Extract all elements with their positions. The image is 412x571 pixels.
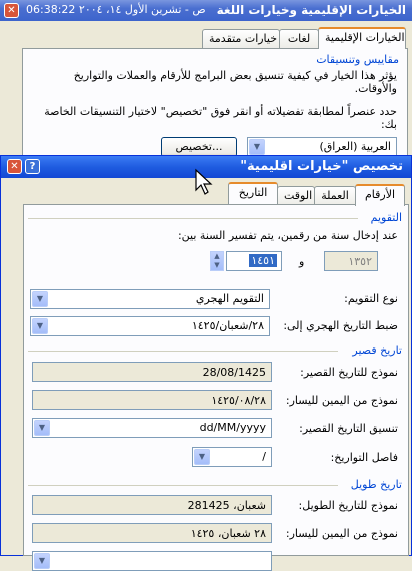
- tab-regional-options[interactable]: الخيارات الإقليمية: [318, 27, 406, 49]
- tab-currency[interactable]: العملة: [314, 186, 356, 206]
- long-date-rtl-field: [32, 523, 272, 543]
- calendar-type-label: نوع التقويم:: [344, 292, 398, 305]
- bg-window-titlebar: [0, 0, 412, 21]
- short-date-format-select[interactable]: [32, 418, 272, 438]
- long-date-rtl-value: ٢٨ شعبان، ١٤٢٥: [190, 527, 266, 540]
- chevron-down-icon[interactable]: ▼: [32, 291, 48, 307]
- date-tab-panel: [23, 204, 409, 565]
- two-digit-year-prompt: عند إدخال سنة من رقمين، يتم تفسير السنة بين:: [177, 229, 398, 242]
- year-from-value: ١٣٥٢: [348, 255, 372, 268]
- date-separator-select[interactable]: [192, 447, 272, 467]
- close-icon[interactable]: ✕: [7, 159, 22, 174]
- customize-button[interactable]: تخصيص...: [161, 137, 237, 157]
- long-date-sample-value: 28شعبان، 1425: [187, 499, 266, 512]
- year-to-value: ١٤٥١: [251, 254, 275, 267]
- year-to-input[interactable]: [226, 251, 282, 271]
- help-icon[interactable]: ?: [25, 159, 40, 174]
- long-date-group-line: [28, 485, 338, 486]
- short-date-format-label: تنسيق التاريخ القصير:: [299, 422, 398, 435]
- year-from-field: [324, 251, 378, 271]
- mouse-pointer-icon: [194, 168, 214, 196]
- date-separator-label: فاصل التواريخ:: [330, 451, 398, 464]
- chevron-down-icon[interactable]: ▼: [194, 449, 210, 465]
- short-date-rtl-value: ١٤٢٥/٠٨/٢٨: [211, 394, 266, 407]
- bg-tab-panel: [22, 48, 408, 168]
- tab-time[interactable]: الوقت: [277, 186, 315, 206]
- long-date-format-select[interactable]: [32, 551, 272, 571]
- bg-group-title: مقاييس وتنسيقات: [316, 53, 399, 66]
- tab-numbers[interactable]: الأرقام: [355, 184, 405, 206]
- chevron-down-icon[interactable]: ▼: [32, 318, 48, 334]
- chevron-down-icon[interactable]: ▼: [34, 420, 50, 436]
- hijri-adjust-select[interactable]: [30, 316, 270, 336]
- short-date-rtl-field: [32, 390, 272, 410]
- tab-advanced[interactable]: خيارات متقدمة: [202, 29, 280, 49]
- short-date-rtl-label: نموذج من اليمين لليسار:: [285, 394, 398, 407]
- customize-dialog: [0, 155, 412, 565]
- long-date-sample-label: نموذج للتاريخ الطويل:: [298, 499, 398, 512]
- long-date-group-title: تاريخ طويل: [350, 478, 402, 491]
- calendar-group-title: التقويم: [370, 211, 402, 224]
- chevron-down-icon[interactable]: ▼: [249, 139, 265, 155]
- short-date-format-value: dd/MM/yyyy: [199, 421, 266, 434]
- short-date-sample-label: نموذج للتاريخ القصير:: [300, 366, 398, 379]
- long-date-rtl-label: نموذج من اليمين لليسار:: [285, 527, 398, 540]
- clock-readout: ص - تشرين الأول ١٤، ٢٠٠٤ 06:38:22: [26, 3, 206, 16]
- bg-description: يؤثر هذا الخيار في كيفية تنسيق بعض البرامج للأرقام والعملات والتواريخ والأوقات.: [73, 69, 397, 95]
- calendar-group-line: [28, 218, 358, 219]
- locale-select[interactable]: [247, 137, 397, 157]
- calendar-type-value: التقويم الهجري: [195, 292, 264, 305]
- hijri-adjust-value: ٢٨/شعبان/١٤٢٥: [191, 319, 264, 332]
- close-icon[interactable]: ✕: [4, 3, 19, 18]
- calendar-type-select[interactable]: [30, 289, 270, 309]
- short-date-sample-field: [32, 362, 272, 382]
- dialog-title: تخصيص "خيارات اقليمية": [240, 159, 403, 174]
- short-date-sample-value: 28/08/1425: [202, 366, 266, 379]
- long-date-sample-field: [32, 495, 272, 515]
- hijri-adjust-label: ضبط التاريخ الهجري إلى:: [283, 319, 398, 332]
- short-date-group-title: تاريخ قصير: [352, 344, 402, 357]
- tab-languages[interactable]: لغات: [279, 29, 319, 49]
- short-date-group-line: [28, 351, 338, 352]
- locale-value: العربية (العراق): [319, 140, 391, 153]
- bg-instruction: حدد عنصراً لمطابقة تفضيلاته أو انقر فوق "تخصيص" لاختيار التنسيقات الخاصة بك:: [44, 105, 397, 131]
- and-label: و: [299, 255, 305, 268]
- bg-window-title: الخيارات الإقليمية وخيارات اللغة: [216, 3, 406, 17]
- spin-arrows-icon[interactable]: ▲ ▼: [210, 251, 224, 271]
- chevron-down-icon[interactable]: ▼: [34, 553, 50, 569]
- tab-date[interactable]: التاريخ: [228, 182, 278, 204]
- date-separator-value: /: [262, 450, 266, 463]
